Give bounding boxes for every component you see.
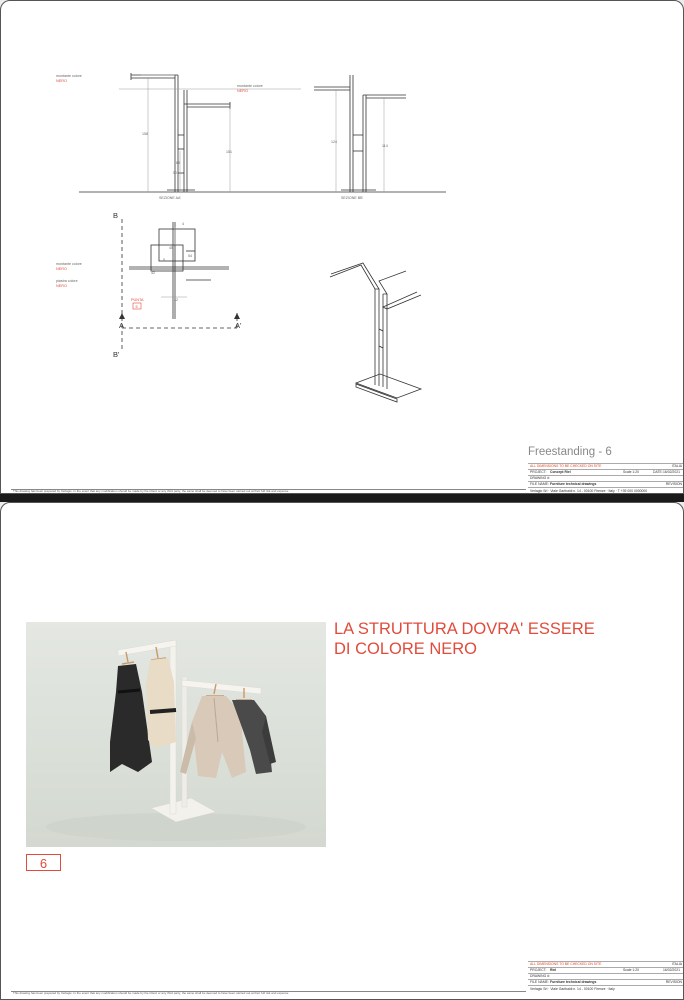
technical-drawing bbox=[1, 1, 684, 494]
callout-elev-right-note: montante colore bbox=[237, 84, 263, 88]
axis-label-a-prime: A' bbox=[235, 321, 242, 330]
callout-elev-left-color: NERO bbox=[56, 79, 67, 83]
title-block-2-file-value: Furniture technical drawings bbox=[550, 980, 597, 984]
section-bb-drawing bbox=[314, 75, 406, 192]
axis-label-b: B bbox=[113, 211, 119, 220]
dim-plan-bottom: 42 bbox=[174, 298, 178, 302]
callout-plan-note-1: montante colore bbox=[56, 262, 82, 266]
title-block-drawing-label: DRAWING #: bbox=[530, 476, 551, 480]
section-lines bbox=[122, 219, 237, 351]
dim-plan-b: 42 bbox=[151, 271, 155, 275]
section-marker-a-prime bbox=[234, 313, 240, 319]
title-block-2-office: Verlagio Srl · Viale Garibaldi n. 14 - 00100 Firenze · Italy bbox=[530, 987, 615, 991]
drawing-sheet-1 bbox=[0, 0, 684, 494]
title-block-file-label: FILE NAME: bbox=[530, 482, 549, 486]
axis-label-b-prime: B' bbox=[113, 350, 120, 359]
dim-plan-top: 45 bbox=[169, 246, 173, 250]
dim-aa-right: 151 bbox=[226, 150, 232, 154]
title-block-office: Verlagio Srl · Viale Garibaldi n. 14 - 00100 Firenze · Italy · T +39 000 0000000 bbox=[530, 489, 648, 493]
title-block-sheet-2 bbox=[528, 961, 684, 992]
sheet-separator bbox=[0, 494, 684, 502]
callout-plan-note-2: piastra colore bbox=[56, 279, 78, 283]
title-block-2-country: ITALIA bbox=[671, 962, 682, 966]
title-block-2-project-label: PROJECT: bbox=[530, 968, 547, 972]
title-block-file-value: Furniture technical drawings bbox=[550, 482, 597, 486]
title-block-project-value: Concept Riel bbox=[550, 470, 571, 474]
footer-note-2: This drawing has been prepared by Verlagio. In the event that any modification should be made by the Client or any third party, the same shall be deemed to have been carried out at their full risk and expense bbox=[13, 991, 289, 995]
title-block-2-drawing-label: DRAWING #: bbox=[530, 974, 551, 978]
plan-tag-label: PUNTA bbox=[131, 298, 144, 302]
sheet-title: Freestanding - 6 bbox=[528, 446, 612, 458]
title-block-date-value: 16/02/2021 bbox=[663, 470, 680, 474]
drawing-sheet-2 bbox=[0, 502, 684, 1000]
title-block-2-date-value: 16/02/2021 bbox=[663, 968, 680, 972]
title-block-2-file-label: FILE NAME: bbox=[530, 980, 549, 984]
headline-line-1: LA STRUTTURA DOVRA' ESSERE bbox=[334, 620, 595, 638]
dim-aa-inner-2: 50 bbox=[173, 171, 177, 175]
title-block-scale: Scale 1:20 bbox=[623, 470, 640, 474]
callout-elev-right-color: NERO bbox=[237, 89, 248, 93]
section-aa-label: SEZIONE AA' bbox=[159, 196, 182, 200]
dim-bb-right: 114 bbox=[382, 144, 388, 148]
title-block-2-revision: REVISION bbox=[665, 980, 682, 984]
title-block-2-warning: ALL DIMENSIONS TO BE CHECKED ON SITE bbox=[530, 962, 602, 966]
title-block-date-label: DATE: bbox=[653, 470, 663, 474]
title-block-revision: REVISION bbox=[665, 482, 682, 486]
plan-tag-value: 5 bbox=[135, 304, 138, 309]
title-block bbox=[528, 463, 684, 494]
dim-plan-c: 54 bbox=[188, 254, 192, 258]
title-block-project-label: PROJECT: bbox=[530, 470, 547, 474]
dim-plan-a: 5 bbox=[163, 258, 165, 262]
dim-aa-inner-1: 68 bbox=[176, 161, 180, 165]
title-block-2-scale: Scale 1:20 bbox=[623, 968, 640, 972]
dimension-lines bbox=[119, 75, 384, 297]
section-marker-a bbox=[119, 313, 125, 319]
dim-bb-left: 124 bbox=[331, 140, 337, 144]
isometric-rack-drawing bbox=[330, 263, 421, 402]
product-photo bbox=[26, 622, 326, 847]
callout-elev-left-note: montante colore bbox=[56, 74, 82, 78]
title-block-2-project-value: Riel bbox=[550, 968, 557, 972]
title-block-country: ITALIA bbox=[671, 464, 682, 468]
dim-aa-main: 158 bbox=[142, 132, 148, 136]
axis-label-a: A bbox=[119, 321, 125, 330]
callout-plan-color-1: NERO bbox=[56, 267, 67, 271]
callout-plan-color-2: NERO bbox=[56, 284, 67, 288]
plan-view-drawing bbox=[129, 222, 229, 319]
clothing-rack-illustration bbox=[26, 622, 326, 847]
title-block-warning: ALL DIMENSIONS TO BE CHECKED ON SITE bbox=[530, 464, 602, 468]
headline bbox=[334, 619, 595, 659]
section-bb-label: SEZIONE BB' bbox=[341, 196, 364, 200]
dim-plan-d: 4 bbox=[182, 222, 184, 226]
item-number-box: 6 bbox=[26, 854, 61, 871]
headline-line-2: DI COLORE NERO bbox=[334, 640, 478, 658]
footer-note: This drawing has been prepared by Verlagio. In the event that any modification should be made by the Client or any third party, the same shall be deemed to have been carried out at their full risk and expense bbox=[13, 489, 289, 493]
